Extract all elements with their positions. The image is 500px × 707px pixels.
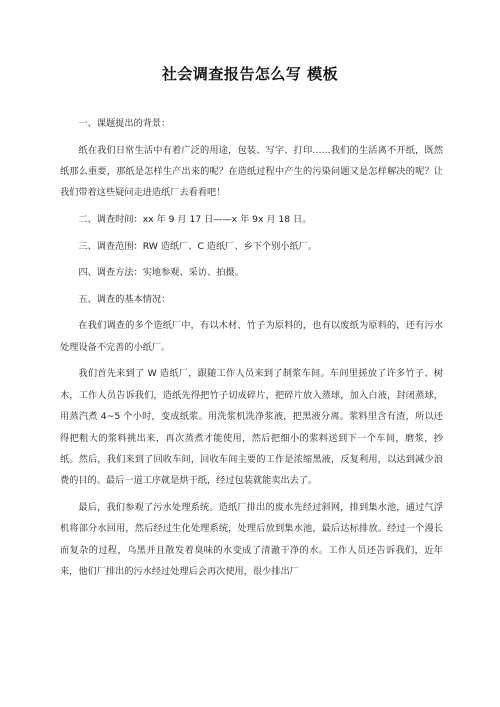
document-body <box>60 113 443 588</box>
survey-time: 二、调查时间：xx 年 9 月 17 日——x 年 9x 月 18 日。 <box>78 214 312 225</box>
document-title: 社会调查报告怎么写 模板 <box>161 65 339 83</box>
survey-method: 四、调查方法：实地参观、采访、拍摄。 <box>78 267 244 279</box>
paragraph-w-factory: 我们首先来到了 W 造纸厂，跟随工作人员来到了制浆车间。车间里搓放了许多竹子、树木，工作人员告诉我们，造纸先得把竹子切成碎片，把碎片放入蒸球，加入白液，封闭蒸球，用蒸汽煮 4~5 个小时，变成纸浆。用洗浆机洗净浆液，把黑液分离。浆料里含有渣，所以还得把粗大的浆料挑出来，再次蒸煮才能使用，然后把细小的浆料送到下一个车间，磨浆，抄纸。然后，我们来到了回收车间，回收车间主要的工作是浓缩黑液，反复利用，以达到减少浪费的目的。最后一道工序就是烘干纸，经过包装就能卖出去了。 <box>60 368 443 487</box>
paragraph-wastewater: 最后，我们参观了污水处理系统。造纸厂排出的废水先经过斜网，排到集水池，通过气浮机将部分水回用，然后经过生化处理系统，处理后放到集水池，最后达标排放。经过一个漫长而复杂的过程，乌黑并且散发着臭味的水变成了清澈干净的水。工作人员还告诉我们，近年来，他们厂排出的污水经过处理后会再次使用，很少排出厂 <box>60 502 443 578</box>
paragraph-factories-overview: 在我们调查的多个造纸厂中，有以木材、竹子为原料的，也有以废纸为原料的，还有污水处理设备不完善的小纸厂。 <box>60 320 443 353</box>
heading-basic-situation: 五、调查的基本情况： <box>78 293 171 305</box>
paragraph-background: 纸在我们日常生活中有着广泛的用途，包装、写字、打印……我们的生活离不开纸，既然纸那么重要，那纸是怎样生产出来的呢？在造纸过程中产生的污染问题又是怎样解决的呢？让我们带着这些疑问走进造纸厂去看看吧！ <box>60 144 443 199</box>
survey-scope: 三、调查范围：RW 造纸厂、C 造纸厂、乡下个别小纸厂。 <box>78 240 318 252</box>
heading-background: 一、课题提出的背景： <box>78 118 171 129</box>
